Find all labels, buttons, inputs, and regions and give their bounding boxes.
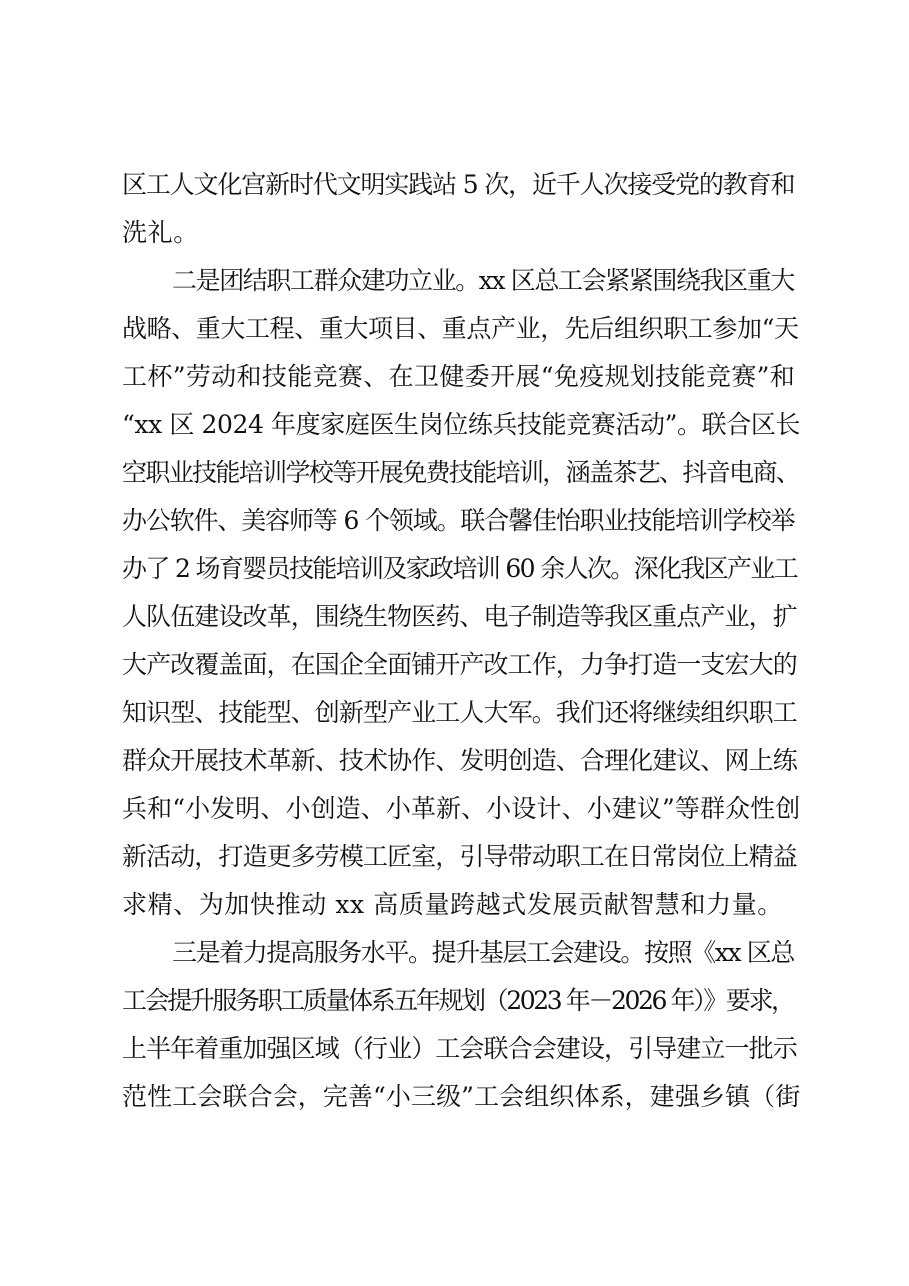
- paragraph-first-line: 二是团结职工群众建功立业。xx 区总工会紧紧围绕我区重大: [172, 266, 794, 295]
- text-line: 人队伍建设改革，围绕生物医药、电子制造等我区重点产业，扩: [122, 602, 797, 631]
- text-line: 办公软件、美容师等 6 个领域。联合馨佳怡职业技能培训学校举: [122, 506, 795, 535]
- text-line: 求精、为加快推动 xx 高质量跨越式发展贡献智慧和力量。: [122, 890, 783, 919]
- text-line: 群众开展技术革新、技术协作、发明创造、合理化建议、网上练: [122, 746, 797, 775]
- text-line: 范性工会联合会，完善“小三级”工会组织体系，建强乡镇（街: [122, 1082, 801, 1111]
- text-line: 工杯”劳动和技能竞赛、在卫健委开展“免疫规划技能竞赛”和: [122, 362, 796, 391]
- text-line: “xx 区 2024 年度家庭医生岗位练兵技能竞赛活动”。联合区长: [122, 410, 801, 439]
- text-line: 新活动，打造更多劳模工匠室，引导带动职工在日常岗位上精益: [122, 842, 797, 871]
- text-line: 知识型、技能型、创新型产业工人大军。我们还将继续组织职工: [122, 698, 797, 727]
- text-line: 空职业技能培训学校等开展免费技能培训，涵盖茶艺、抖音电商、: [122, 458, 800, 487]
- text-line: 区工人文化宫新时代文明实践站 5 次，近千人次接受党的教育和: [122, 170, 795, 199]
- text-line: 大产改覆盖面，在国企全面铺开产改工作，力争打造一支宏大的: [122, 650, 797, 679]
- text-line: 战略、重大工程、重大项目、重点产业，先后组织职工参加“天: [122, 314, 799, 343]
- text-line: 洗礼。: [122, 218, 199, 247]
- text-line: 工会提升服务职工质量体系五年规划（2023 年－2026 年）》要求，: [122, 986, 794, 1015]
- text-line: 办了 2 场育婴员技能培训及家政培训 60 余人次。深化我区产业工: [122, 554, 798, 583]
- paragraph-first-line: 三是着力提高服务水平。提升基层工会建设。按照《xx 区总: [172, 938, 794, 967]
- text-line: 兵和“小发明、小创造、小革新、小设计、小建议”等群众性创: [122, 794, 801, 823]
- text-line: 上半年着重加强区域（行业）工会联合会建设，引导建立一批示: [122, 1034, 797, 1063]
